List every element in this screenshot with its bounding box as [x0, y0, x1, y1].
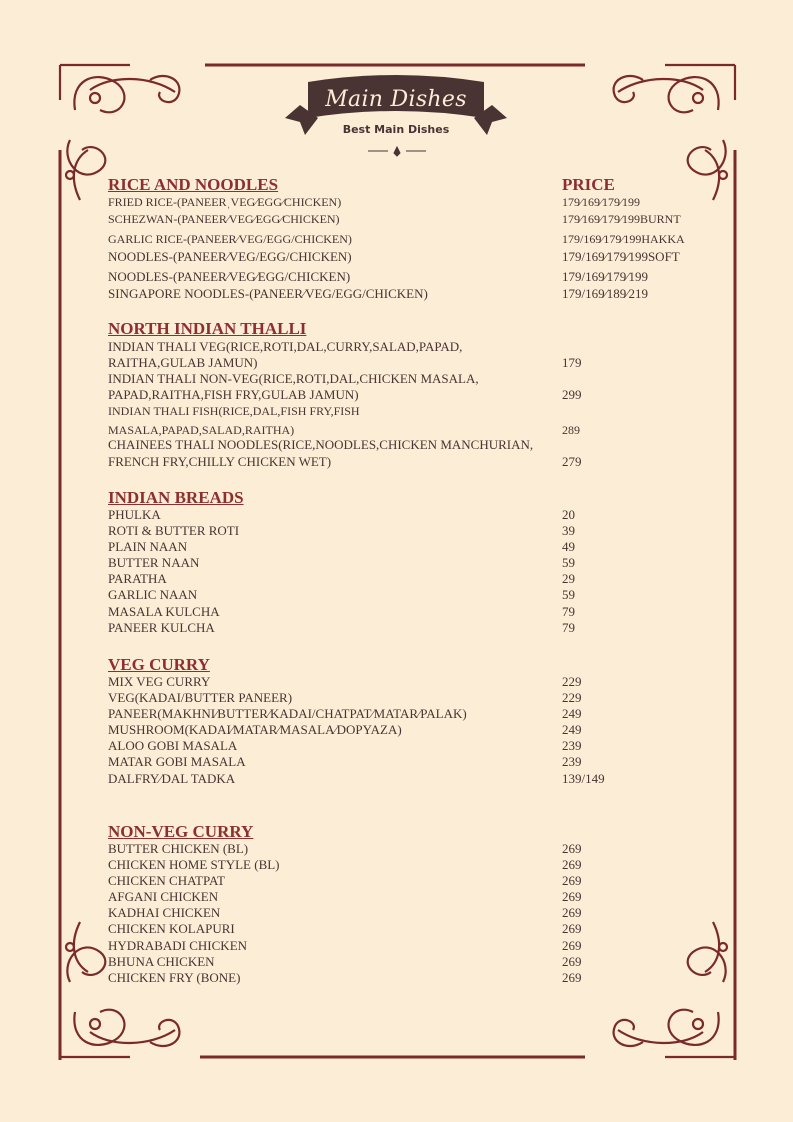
- item-name: PAPAD,RAITHA,FISH FRY,GULAB JAMUN): [108, 387, 359, 402]
- item-name: CHICKEN CHATPAT: [108, 873, 225, 888]
- banner-subtitle: Best Main Dishes: [342, 123, 450, 136]
- item-name: HYDRABADI CHICKEN: [108, 938, 248, 953]
- item-name: CHAINEES THALI NOODLES(RICE,NOODLES,CHICKEN MANCHURIAN,: [108, 437, 534, 452]
- item-price: 269: [562, 921, 582, 936]
- item-name: ALOO GOBI MASALA: [108, 738, 238, 753]
- item-price: 269: [562, 905, 582, 920]
- item-price: 79: [562, 604, 575, 619]
- item-name: MASALA KULCHA: [108, 604, 220, 619]
- item-name: BUTTER CHICKEN (BL): [108, 841, 249, 856]
- item-name: MIX VEG CURRY: [108, 674, 211, 689]
- item-price: 289: [562, 423, 580, 437]
- item-name: PLAIN NAAN: [108, 539, 188, 554]
- item-price: 269: [562, 873, 582, 888]
- item-price: 179/169⁄179⁄199: [562, 269, 648, 284]
- item-price: 179/169⁄179⁄199SOFT: [562, 249, 680, 264]
- item-name: INDIAN THALI NON-VEG(RICE,ROTI,DAL,CHICKEN MASALA,: [108, 371, 479, 386]
- item-name: PARATHA: [108, 571, 167, 586]
- item-name: DALFRY⁄DAL TADKA: [108, 771, 236, 786]
- item-name: FRIED RICE-(PANEERˌVEG⁄EGG⁄CHICKEN): [108, 195, 342, 209]
- section-heading: INDIAN BREADS: [108, 488, 244, 507]
- section-heading: RICE AND NOODLES: [108, 175, 279, 194]
- item-name: KADHAI CHICKEN: [108, 905, 221, 920]
- item-price: 249: [562, 706, 582, 721]
- item-price: 269: [562, 889, 582, 904]
- item-name: INDIAN THALI VEG(RICE,ROTI,DAL,CURRY,SALAD,PAPAD,: [108, 339, 463, 354]
- item-price: 29: [562, 571, 575, 586]
- item-name: PANEER KULCHA: [108, 620, 215, 635]
- item-name: BHUNA CHICKEN: [108, 954, 215, 969]
- item-name: VEG(KADAI/BUTTER PANEER): [108, 690, 293, 705]
- section-heading: NON-VEG CURRY: [108, 822, 254, 841]
- item-name: MATAR GOBI MASALA: [108, 754, 246, 769]
- item-price: 229: [562, 690, 582, 705]
- item-price: 239: [562, 738, 582, 753]
- item-price: 179/169⁄179⁄199HAKKA: [562, 232, 685, 246]
- item-price: 269: [562, 857, 582, 872]
- item-name: INDIAN THALI FISH(RICE,DAL,FISH FRY,FISH: [108, 404, 360, 418]
- item-name: FRENCH FRY,CHILLY CHICKEN WET): [108, 454, 332, 469]
- item-name: MASALA,PAPAD,SALAD,RAITHA): [108, 423, 295, 437]
- item-price: 249: [562, 722, 582, 737]
- item-price: 139/149: [562, 771, 605, 786]
- item-price: 269: [562, 841, 582, 856]
- item-name: AFGANI CHICKEN: [108, 889, 219, 904]
- item-price: 179⁄169⁄179⁄199BURNT: [562, 212, 681, 226]
- item-name: SINGAPORE NOODLES-(PANEER⁄VEG/EGG/CHICKEN): [108, 286, 428, 301]
- menu-banner: [290, 75, 502, 165]
- item-price: 179: [562, 355, 582, 370]
- price-column-heading: PRICE: [562, 175, 615, 194]
- item-price: 299: [562, 387, 582, 402]
- section-heading: NORTH INDIAN THALLI: [108, 319, 307, 338]
- item-name: PANEER(MAKHNI⁄BUTTER⁄KADAI/CHATPAT⁄MATAR⁄PALAK): [108, 706, 467, 721]
- item-name: CHICKEN FRY (BONE): [108, 970, 241, 985]
- item-name: ROTI & BUTTER ROTI: [108, 523, 240, 538]
- item-price: 229: [562, 674, 582, 689]
- item-price: 49: [562, 539, 575, 554]
- item-price: 239: [562, 754, 582, 769]
- item-name: BUTTER NAAN: [108, 555, 200, 570]
- item-price: 279: [562, 454, 582, 469]
- item-price: 179⁄169⁄179⁄199: [562, 195, 641, 209]
- item-name: RAITHA,GULAB JAMUN): [108, 355, 258, 370]
- item-price: 269: [562, 970, 582, 985]
- item-name: NOODLES-(PANEER⁄VEG⁄EGG/CHICKEN): [108, 269, 351, 284]
- item-price: 79: [562, 620, 575, 635]
- banner-title: Main Dishes: [325, 87, 467, 112]
- item-name: SCHEZWAN-(PANEER⁄VEG⁄EGG⁄CHICKEN): [108, 212, 340, 226]
- item-name: GARLIC NAAN: [108, 587, 198, 602]
- item-price: 39: [562, 523, 575, 538]
- section-heading: VEG CURRY: [108, 655, 210, 674]
- item-name: NOODLES-(PANEER⁄VEG/EGG/CHICKEN): [108, 249, 352, 264]
- item-price: 59: [562, 587, 575, 602]
- item-name: CHICKEN KOLAPURI: [108, 921, 235, 936]
- corner-flourish-top-right: [614, 65, 735, 200]
- item-price: 59: [562, 555, 575, 570]
- corner-flourish-bottom-right: [614, 922, 735, 1057]
- item-name: CHICKEN HOME STYLE (BL): [108, 857, 280, 872]
- item-price: 20: [562, 507, 575, 522]
- item-price: 269: [562, 954, 582, 969]
- item-name: PHULKA: [108, 507, 161, 522]
- item-name: GARLIC RICE-(PANEER⁄VEG/EGG/CHICKEN): [108, 232, 352, 246]
- item-name: MUSHROOM(KADAI⁄MATAR⁄MASALA⁄DOPYAZA): [108, 722, 402, 737]
- item-price: 269: [562, 938, 582, 953]
- item-price: 179/169⁄189⁄219: [562, 286, 648, 301]
